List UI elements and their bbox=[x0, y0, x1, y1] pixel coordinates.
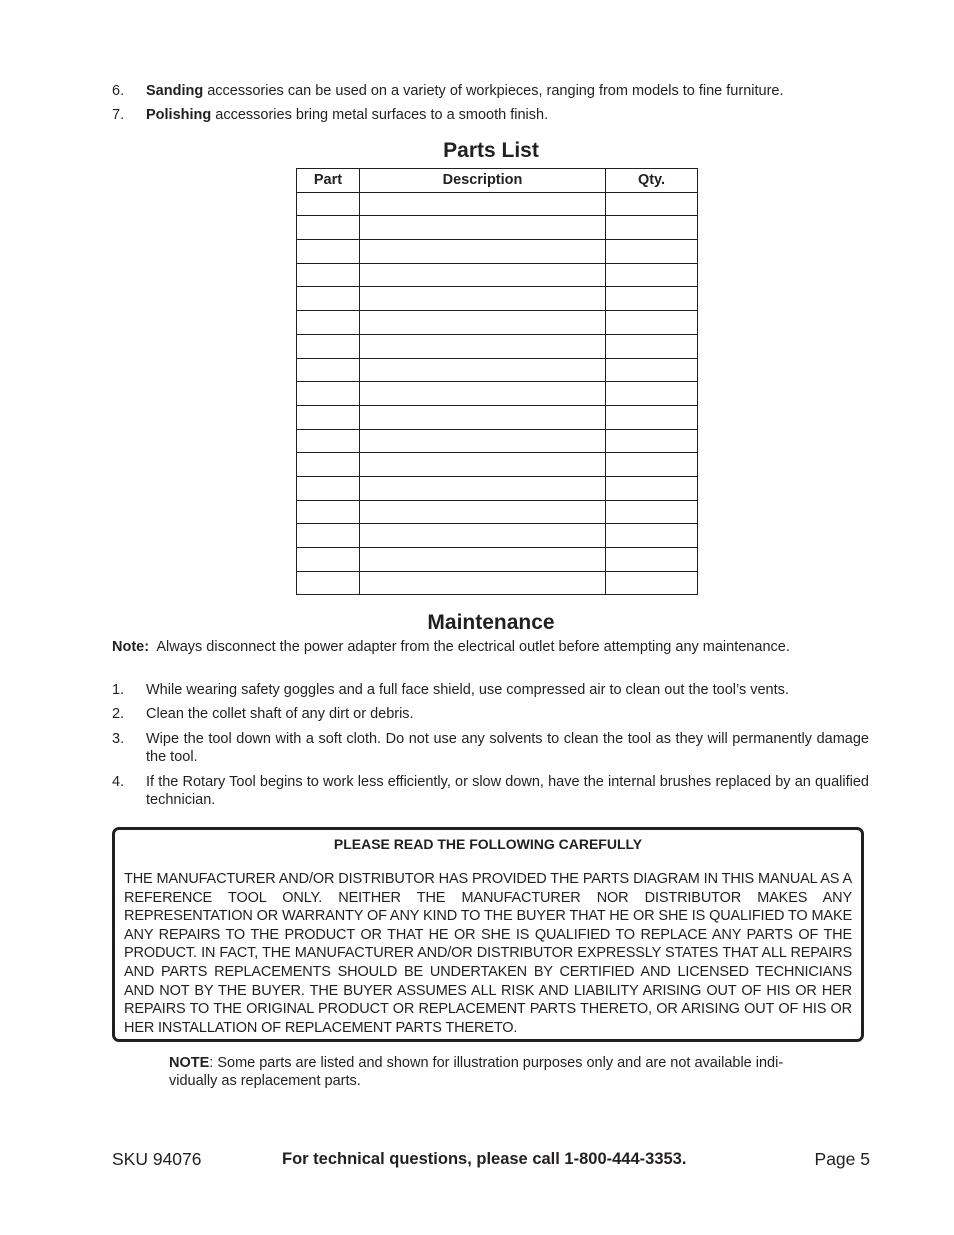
note-text: Always disconnect the power adapter from the electrical outlet before attempting any maintenance. bbox=[156, 639, 790, 655]
table-cell bbox=[360, 382, 606, 406]
footer-sku: SKU 94076 bbox=[112, 1149, 202, 1169]
table-cell bbox=[360, 476, 606, 500]
table-cell bbox=[360, 287, 606, 311]
item-number: 2. bbox=[112, 706, 125, 722]
table-row bbox=[297, 453, 698, 477]
item-term: Polishing bbox=[146, 107, 212, 123]
table-cell bbox=[606, 382, 698, 406]
disclaimer-title: PLEASE READ THE FOLLOWING CAREFULLY bbox=[333, 836, 643, 852]
table-cell bbox=[297, 216, 360, 240]
table-row bbox=[297, 358, 698, 382]
footer-page-number: Page 5 bbox=[814, 1149, 870, 1169]
table-cell bbox=[297, 240, 360, 264]
table-cell bbox=[606, 524, 698, 548]
table-cell bbox=[360, 311, 606, 335]
table-cell bbox=[606, 240, 698, 264]
table-cell bbox=[606, 358, 698, 382]
maintenance-item-4 bbox=[112, 773, 869, 809]
table-cell bbox=[297, 429, 360, 453]
table-cell bbox=[606, 192, 698, 216]
table-cell bbox=[297, 524, 360, 548]
table-cell bbox=[606, 476, 698, 500]
table-cell bbox=[297, 405, 360, 429]
table-cell bbox=[360, 240, 606, 264]
table-row bbox=[297, 192, 698, 216]
table-cell bbox=[360, 571, 606, 595]
table-cell bbox=[360, 216, 606, 240]
maintenance-note bbox=[112, 638, 872, 656]
item-text: If the Rotary Tool begins to work less efficiently, or slow down, have the internal brushes replaced by an qualified technician. bbox=[146, 774, 869, 808]
item-number: 3. bbox=[112, 731, 125, 747]
table-row bbox=[297, 311, 698, 335]
table-cell bbox=[360, 192, 606, 216]
item-term: Sanding bbox=[146, 83, 204, 99]
table-cell bbox=[297, 192, 360, 216]
table-cell bbox=[606, 405, 698, 429]
table-cell bbox=[297, 263, 360, 287]
table-row bbox=[297, 263, 698, 287]
maintenance-item-3 bbox=[112, 730, 869, 766]
table-cell bbox=[606, 571, 698, 595]
table-header-row bbox=[297, 169, 698, 193]
table-row bbox=[297, 287, 698, 311]
table-cell bbox=[606, 429, 698, 453]
table-cell bbox=[297, 453, 360, 477]
item-text: accessories bring metal surfaces to a smooth finish. bbox=[211, 107, 549, 123]
table-row bbox=[297, 382, 698, 406]
intro-item-7 bbox=[112, 106, 872, 124]
header-qty: Qty. bbox=[606, 169, 698, 193]
table-cell bbox=[606, 216, 698, 240]
table-row bbox=[297, 429, 698, 453]
note-label: Note: bbox=[112, 639, 150, 655]
item-number: 6. bbox=[112, 83, 125, 99]
table-cell bbox=[297, 334, 360, 358]
table-row bbox=[297, 476, 698, 500]
table-cell bbox=[360, 548, 606, 572]
table-cell bbox=[297, 476, 360, 500]
table-cell bbox=[297, 571, 360, 595]
item-number: 1. bbox=[112, 682, 125, 698]
table-row bbox=[297, 334, 698, 358]
parts-table-body bbox=[297, 192, 698, 595]
table-cell bbox=[297, 311, 360, 335]
table-cell bbox=[297, 500, 360, 524]
intro-item-6 bbox=[112, 82, 872, 100]
table-cell bbox=[606, 263, 698, 287]
table-row bbox=[297, 524, 698, 548]
table-row bbox=[297, 548, 698, 572]
table-cell bbox=[606, 287, 698, 311]
table-cell bbox=[606, 311, 698, 335]
note-text: : Some parts are listed and shown for illustration purposes only and are not available indi-vidually as replacement parts. bbox=[169, 1055, 784, 1089]
parts-list-table bbox=[296, 168, 698, 595]
table-row bbox=[297, 240, 698, 264]
table-row bbox=[297, 571, 698, 595]
table-cell bbox=[297, 548, 360, 572]
table-cell bbox=[360, 500, 606, 524]
table-cell bbox=[606, 334, 698, 358]
footer-phone: For technical questions, please call 1-800-444-3353. bbox=[282, 1150, 687, 1168]
table-cell bbox=[297, 287, 360, 311]
table-row bbox=[297, 405, 698, 429]
table-cell bbox=[606, 548, 698, 572]
parts-availability-note bbox=[169, 1054, 829, 1090]
table-cell bbox=[360, 453, 606, 477]
table-cell bbox=[360, 334, 606, 358]
disclaimer-box bbox=[112, 827, 864, 1042]
maintenance-item-1 bbox=[112, 681, 869, 699]
item-text: accessories can be used on a variety of workpieces, ranging from models to fine furniture. bbox=[203, 83, 784, 99]
table-cell bbox=[606, 500, 698, 524]
header-description: Description bbox=[360, 169, 606, 193]
parts-list-title: Parts List bbox=[443, 139, 539, 162]
header-part: Part bbox=[297, 169, 360, 193]
table-row bbox=[297, 216, 698, 240]
item-number: 4. bbox=[112, 774, 125, 790]
table-row bbox=[297, 500, 698, 524]
table-cell bbox=[360, 263, 606, 287]
note-label: NOTE bbox=[169, 1055, 210, 1071]
item-text: Wipe the tool down with a soft cloth. Do not use any solvents to clean the tool as they will permanently damage the tool. bbox=[146, 731, 869, 765]
table-cell bbox=[606, 453, 698, 477]
table-cell bbox=[360, 524, 606, 548]
maintenance-item-2 bbox=[112, 705, 869, 723]
item-text: Clean the collet shaft of any dirt or debris. bbox=[146, 706, 414, 722]
table-cell bbox=[360, 429, 606, 453]
table-cell bbox=[297, 382, 360, 406]
item-text: While wearing safety goggles and a full face shield, use compressed air to clean out the tool’s vents. bbox=[146, 682, 789, 698]
table-cell bbox=[297, 358, 360, 382]
item-number: 7. bbox=[112, 107, 125, 123]
table-cell bbox=[360, 405, 606, 429]
maintenance-title: Maintenance bbox=[427, 611, 555, 634]
disclaimer-body: THE MANUFACTURER AND/OR DISTRIBUTOR HAS PROVIDED THE PARTS DIAGRAM IN THIS MANUAL AS A REFERENCE TOOL ONLY. NEITHER THE MANUFACTURER NOR DISTRIBUTOR MAKES ANY REPRESENTATION OR WARRANTY OF ANY KIND TO THE BUYER THAT HE OR SHE IS QUALIFIED TO MAKE ANY REPAIRS TO THE PRODUCT OR THAT HE OR SHE IS QUALIFIED TO REPLACE ANY PARTS OF THE PRODUCT. IN FACT, THE MANUFACTURER AND/OR DISTRIBUTOR EXPRESSLY STATES THAT ALL REPAIRS AND PARTS REPLACEMENTS SHOULD BE UNDERTAKEN BY CERTIFIED AND LICENSED TECHNICIANS AND NOT BY THE BUYER. THE BUYER ASSUMES ALL RISK AND LIABILITY ARISING OUT OF HIS OR HER REPAIRS TO THE ORIGINAL PRODUCT OR REPLACEMENT PARTS THERETO, OR ARISING OUT OF HIS OR HER INSTALLATION OF REPLACEMENT PARTS THERETO. bbox=[124, 871, 852, 1036]
table-cell bbox=[360, 358, 606, 382]
